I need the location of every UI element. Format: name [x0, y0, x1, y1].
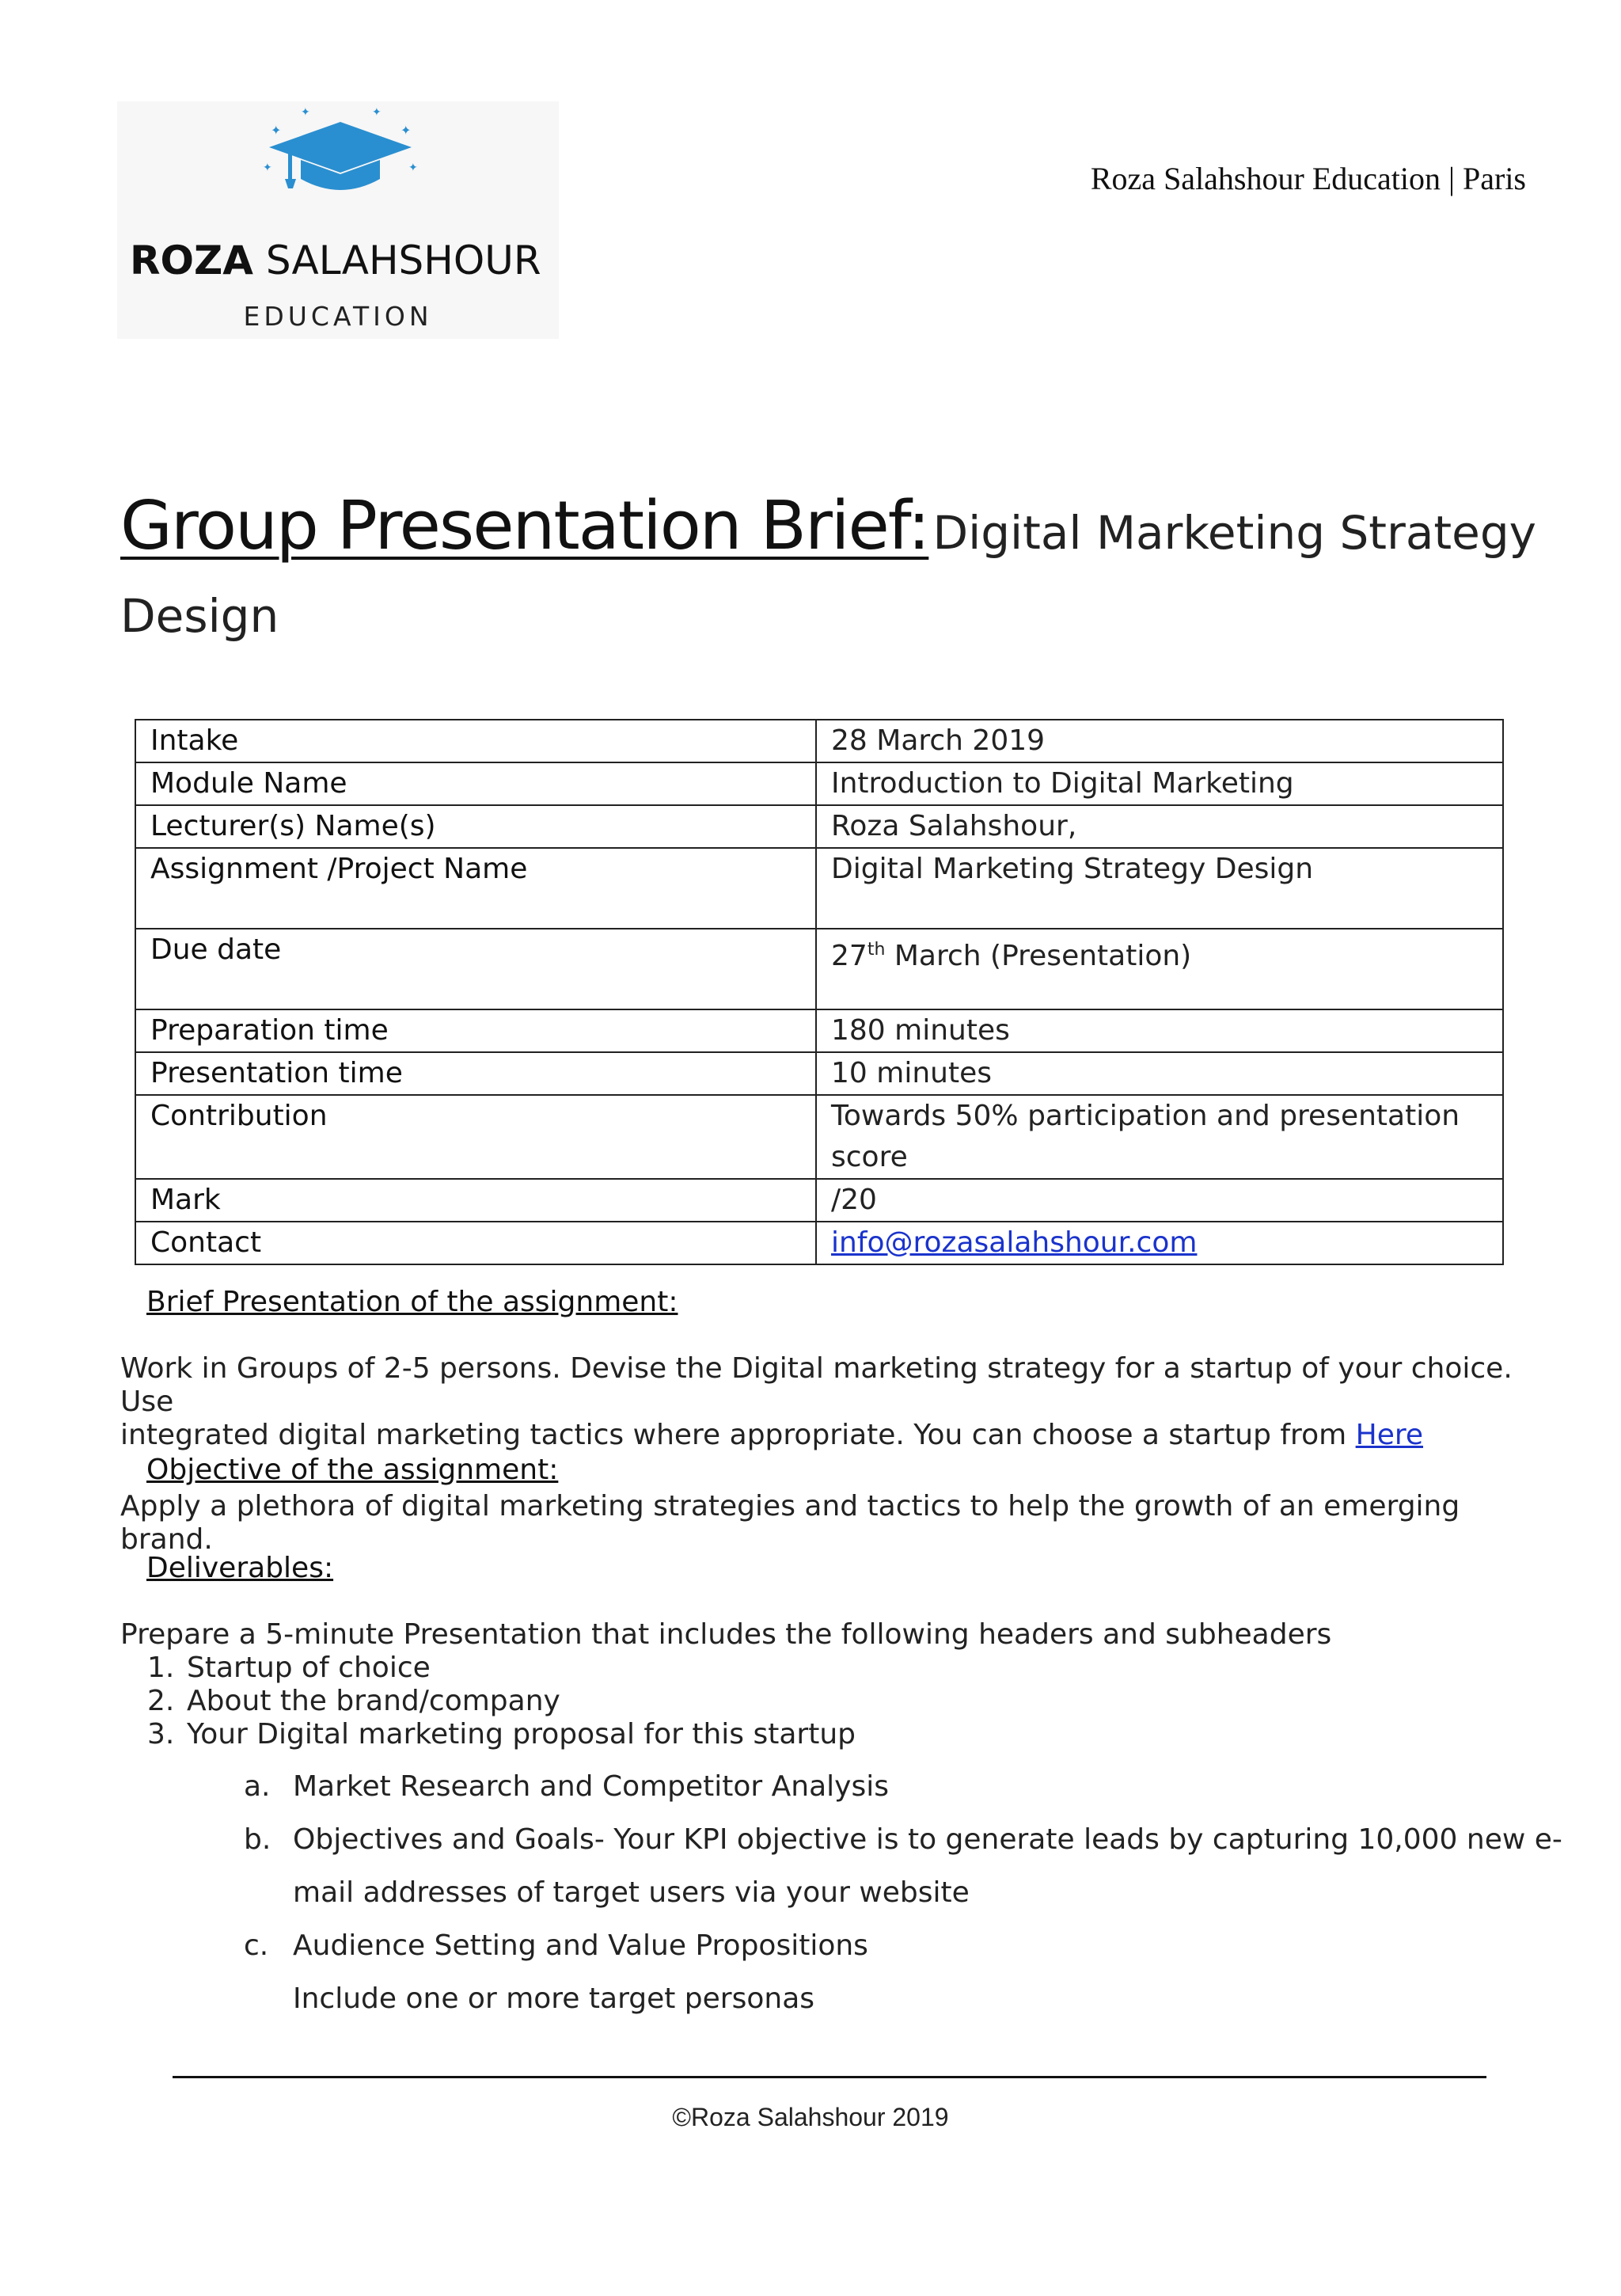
brief-text: Work in Groups of 2-5 persons. Devise the Digital marketing strategy for a startup of your choice. Use integrated digital marketing tactics where appropriate. You can choose a startup from Here	[120, 1352, 1513, 1451]
row-label: Contact	[135, 1222, 816, 1264]
row-value: 28 March 2019	[816, 720, 1503, 762]
table-row	[135, 1179, 1503, 1222]
list-item-continued: Include one or more target personas	[293, 1982, 815, 2015]
table-row	[135, 929, 1503, 1009]
startup-list-link[interactable]: Here	[1355, 1419, 1424, 1451]
row-value: Roza Salahshour,	[816, 805, 1503, 848]
row-label: Mark	[135, 1179, 816, 1222]
svg-text:✦: ✦	[263, 162, 272, 174]
svg-text:✦: ✦	[401, 123, 412, 138]
row-value: Towards 50% participation and presentation score	[816, 1095, 1503, 1179]
list-item: b. Objectives and Goals- Your KPI objective is to generate leads by capturing 10,000 new e-	[244, 1823, 1562, 1856]
table-row	[135, 1095, 1503, 1179]
list-item: 3. Your Digital marketing proposal for this startup	[147, 1718, 856, 1751]
row-value: 27th March (Presentation)	[816, 929, 1503, 1009]
row-value: Introduction to Digital Marketing	[816, 762, 1503, 805]
title-main: Group Presentation Brief:	[120, 487, 929, 565]
list-item: c. Audience Setting and Value Propositions	[244, 1929, 868, 1962]
row-label: Presentation time	[135, 1052, 816, 1095]
row-value: 180 minutes	[816, 1009, 1503, 1052]
svg-text:✦: ✦	[372, 106, 382, 119]
table-row	[135, 720, 1503, 762]
row-label: Assignment /Project Name	[135, 848, 816, 929]
row-value: Digital Marketing Strategy Design	[816, 848, 1503, 929]
row-label: Lecturer(s) Name(s)	[135, 805, 816, 848]
svg-text:✦: ✦	[408, 162, 418, 174]
list-item: a. Market Research and Competitor Analysis	[244, 1770, 889, 1803]
brief-heading: Brief Presentation of the assignment:	[146, 1286, 678, 1318]
list-item-continued: mail addresses of target users via your website	[293, 1876, 970, 1909]
row-label: Module Name	[135, 762, 816, 805]
row-value	[816, 1222, 1503, 1264]
row-value: 10 minutes	[816, 1052, 1503, 1095]
row-value: /20	[816, 1179, 1503, 1222]
contact-email-link[interactable]: info@rozasalahshour.com	[831, 1226, 1198, 1259]
title-subtitle: Digital Marketing Strategy Design	[120, 506, 1536, 643]
deliverables-intro: Prepare a 5-minute Presentation that includes the following headers and subheaders	[120, 1618, 1332, 1651]
footer-divider	[173, 2076, 1486, 2078]
table-row	[135, 1052, 1503, 1095]
page-title	[120, 487, 1545, 663]
table-row	[135, 805, 1503, 848]
header-org-location: Roza Salahshour Education | Paris	[1090, 161, 1526, 196]
objective-text: Apply a plethora of digital marketing strategies and tactics to help the growth of an emerging brand.	[120, 1490, 1460, 1556]
svg-text:✦: ✦	[271, 123, 282, 138]
row-label: Preparation time	[135, 1009, 816, 1052]
row-label: Intake	[135, 720, 816, 762]
row-label: Contribution	[135, 1095, 816, 1179]
table-row	[135, 848, 1503, 929]
graduation-cap-icon	[253, 100, 427, 203]
table-row	[135, 1222, 1503, 1264]
footer-copyright: ©Roza Salahshour 2019	[672, 2103, 949, 2131]
deliverables-heading: Deliverables:	[146, 1552, 334, 1584]
logo-subtitle: EDUCATION	[243, 301, 433, 332]
table-row	[135, 1009, 1503, 1052]
logo-name: ROZA SALAHSHOUR	[130, 238, 541, 283]
row-label: Due date	[135, 929, 816, 1009]
table-row	[135, 762, 1503, 805]
objective-heading: Objective of the assignment:	[146, 1454, 559, 1486]
assignment-info-table	[135, 719, 1504, 1265]
list-item: 1. Startup of choice	[147, 1652, 431, 1684]
list-item: 2. About the brand/company	[147, 1685, 560, 1717]
svg-text:✦: ✦	[301, 106, 310, 119]
